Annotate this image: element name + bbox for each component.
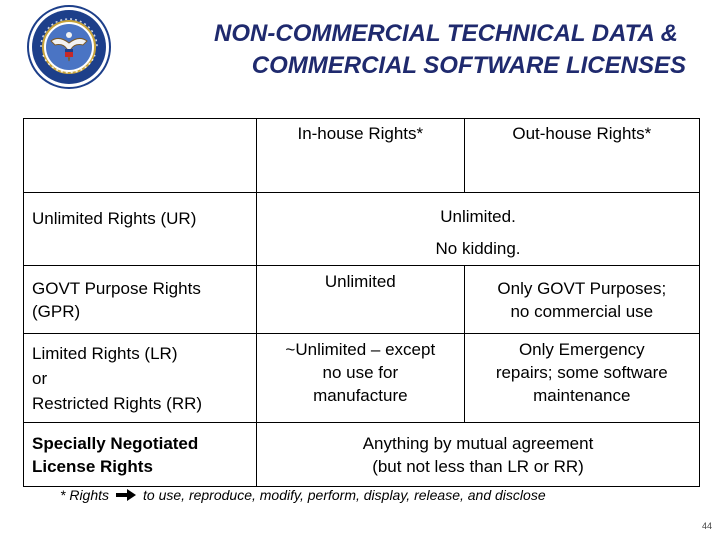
lr-inhouse-line-1: ~Unlimited – except (285, 340, 436, 359)
rights-footnote (60, 487, 546, 503)
gpr-outhouse-line-1: Only GOVT Purposes; (497, 278, 667, 298)
row-label-ur (24, 193, 257, 266)
lr-outhouse-cell (464, 334, 699, 423)
gpr-label-line-1: GOVT Purpose Rights (32, 278, 201, 298)
lr-outhouse-line-3: maintenance (533, 386, 631, 405)
lr-label-line-1: Limited Rights (LR) (32, 343, 178, 363)
ur-label-text: Unlimited Rights (UR) (32, 209, 197, 228)
table-row-limited-rights (24, 334, 700, 423)
licenses-table (23, 118, 700, 487)
gpr-inhouse-cell (257, 266, 465, 334)
lr-inhouse-cell (257, 334, 465, 423)
lr-inhouse-line-3: manufacture (313, 386, 408, 405)
row-label-lr (24, 334, 257, 423)
header-empty-cell (24, 119, 257, 193)
right-arrow-icon (115, 488, 137, 502)
page-title (120, 18, 686, 82)
lr-outhouse-line-2: repairs; some software (495, 363, 668, 382)
snlr-line-1: Anything by mutual agreement (362, 433, 594, 453)
table-row-specially-negotiated (24, 423, 700, 487)
snlr-merged-cell (257, 423, 700, 487)
table-row-unlimited-rights (24, 193, 700, 266)
lr-inhouse-line-2: no use for (322, 363, 399, 382)
ur-line-1: Unlimited. (440, 207, 516, 226)
snlr-label-line-2: License Rights (32, 456, 153, 476)
header-outhouse-rights: Out-house Rights* (464, 119, 699, 193)
footnote-prefix: * Rights (60, 487, 110, 503)
table-row-govt-purpose-rights (24, 266, 700, 334)
footnote-text: to use, reproduce, modify, perform, display, release, and disclose (143, 487, 546, 503)
title-line-2: COMMERCIAL SOFTWARE LICENSES (251, 52, 686, 79)
page-number: 44 (701, 521, 712, 531)
gpr-inhouse-text: Unlimited (324, 272, 396, 291)
snlr-line-2: (but not less than LR or RR) (372, 456, 584, 476)
header-inhouse-rights: In-house Rights* (257, 119, 465, 193)
row-label-gpr (24, 266, 257, 334)
gpr-outhouse-line-2: no commercial use (510, 301, 654, 321)
dod-seal-icon (27, 5, 111, 89)
ur-line-2: No kidding. (435, 239, 521, 258)
lr-outhouse-line-1: Only Emergency (518, 340, 645, 359)
gpr-label-line-2: (GPR) (32, 301, 81, 321)
ur-merged-cell (257, 193, 700, 266)
lr-label-line-2: or (32, 368, 48, 388)
row-label-snlr (24, 423, 257, 487)
gpr-outhouse-cell (464, 266, 699, 334)
title-line-1: NON-COMMERCIAL TECHNICAL DATA & (214, 20, 678, 47)
table-header-row (24, 119, 700, 193)
snlr-label-line-1: Specially Negotiated (32, 433, 199, 453)
lr-label-line-3: Restricted Rights (RR) (32, 393, 203, 413)
